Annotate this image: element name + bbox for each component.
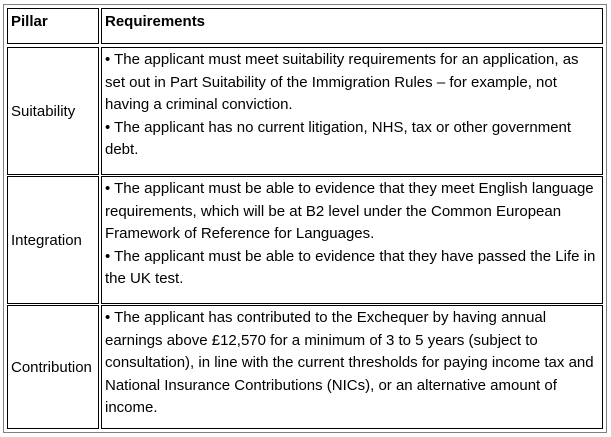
requirements-cell xyxy=(101,176,603,304)
requirement-item: • The applicant has contributed to the Exchequer by having annual earnings above £12,570 for a minimum of 3 to 5 years (subject to consultation), in line with the current thresholds for paying income tax and National Insurance Contributions (NICs), or an alternative amount of income. xyxy=(105,309,594,416)
requirement-item: • The applicant must meet suitability requirements for an application, as set out in Part Suitability of the Immigration Rules – for example, not having a criminal conviction. xyxy=(105,51,579,113)
table-row-contribution xyxy=(4,302,606,432)
pillar-cell xyxy=(7,176,99,304)
pillar-label: Suitability xyxy=(11,102,76,120)
table-row-suitability xyxy=(4,44,606,178)
requirements-cell xyxy=(101,305,603,429)
header-requirements: Requirements xyxy=(101,8,603,44)
requirement-item: • The applicant must be able to evidence that they meet English language requirements, which will be at B2 level under the Common European Framework of Reference for Languages. xyxy=(105,180,594,242)
header-pillar: Pillar xyxy=(7,8,99,44)
pillar-cell xyxy=(7,305,99,429)
pillar-label: Integration xyxy=(11,231,82,249)
table-row-integration xyxy=(4,173,606,307)
requirement-item: • The applicant must be able to evidence that they have passed the Life in the UK test. xyxy=(105,247,596,287)
pillar-cell xyxy=(7,47,99,175)
requirements-table xyxy=(3,4,607,433)
table-header-row xyxy=(4,5,606,47)
requirement-item: • The applicant has no current litigation, NHS, tax or other government debt. xyxy=(105,118,572,158)
requirements-cell xyxy=(101,47,603,175)
pillar-label: Contribution xyxy=(11,358,92,376)
